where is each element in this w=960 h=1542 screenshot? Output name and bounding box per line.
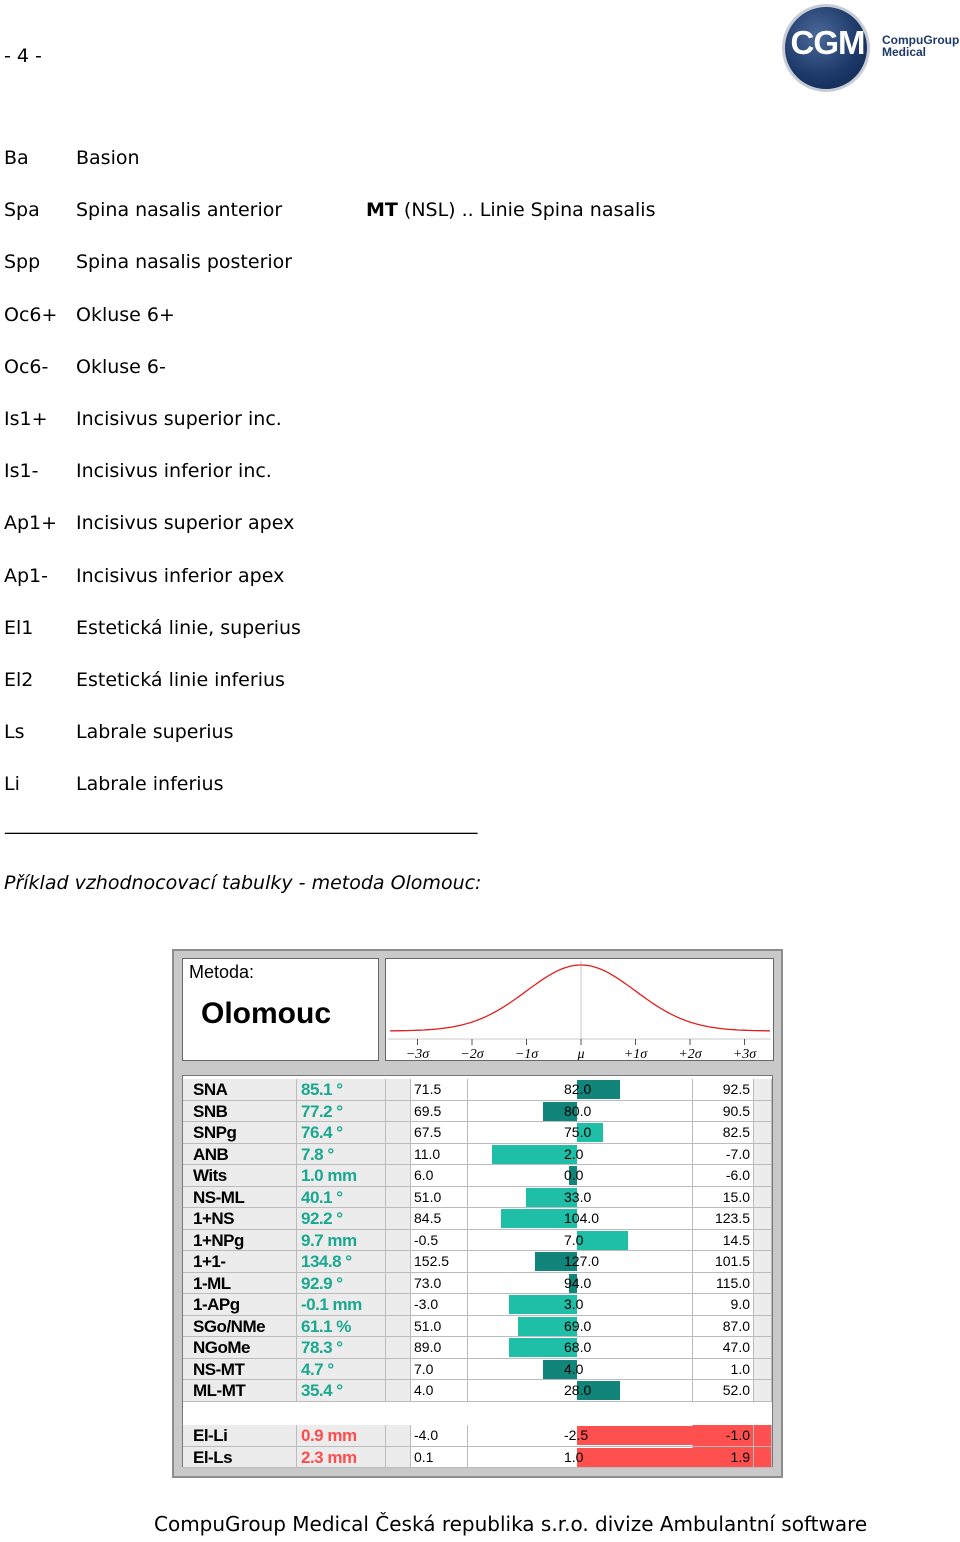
measurement-value: 85.1 ° — [297, 1079, 386, 1101]
mean-value: 80.0 — [564, 1102, 592, 1119]
deviation-cell — [468, 1337, 693, 1359]
legend-abbr: Spp — [4, 251, 41, 274]
deviation-cell — [468, 1165, 693, 1187]
row-spacer — [386, 1122, 411, 1144]
legend-desc: Estetická linie, superius — [76, 616, 301, 639]
deviation-cell — [468, 1144, 693, 1166]
measurement-row — [183, 1165, 772, 1187]
measurement-row — [183, 1294, 772, 1316]
row-end — [754, 1187, 772, 1209]
example-title: Příklad vzhodnocovací tabulky - metoda Olomouc: — [4, 872, 482, 894]
range-low: 51.0 — [411, 1187, 468, 1209]
legend-abbr: El2 — [4, 669, 34, 691]
range-high: 82.5 — [693, 1122, 754, 1144]
legend-abbr: Ap1+ — [4, 512, 58, 535]
range-high: 15.0 — [693, 1187, 754, 1209]
row-spacer — [386, 1447, 411, 1469]
mt-description: (NSL) .. Linie Spina nasalis — [397, 199, 656, 221]
range-high: -6.0 — [693, 1165, 754, 1187]
mean-value: 127.0 — [564, 1253, 600, 1269]
row-end — [754, 1165, 772, 1187]
legend-desc: Spina nasalis anterior — [76, 199, 283, 222]
mean-value: 104.0 — [564, 1210, 600, 1226]
row-end — [754, 1079, 772, 1101]
range-low: 4.0 — [411, 1380, 468, 1402]
legend-desc: Incisivus inferior inc. — [76, 460, 272, 483]
range-low: 73.0 — [411, 1273, 468, 1295]
row-spacer — [386, 1101, 411, 1123]
range-high: 1.9 — [693, 1447, 754, 1469]
measurement-name: SGo/NMe — [183, 1316, 297, 1338]
mean-value: 69.0 — [564, 1317, 592, 1334]
deviation-cell — [468, 1359, 693, 1381]
row-end — [754, 1359, 772, 1381]
measurement-value: 134.8 ° — [297, 1251, 386, 1273]
measurement-name: SNPg — [183, 1122, 297, 1144]
measurement-grid — [182, 1075, 773, 1467]
range-low: 51.0 — [411, 1316, 468, 1338]
range-low: 6.0 — [411, 1165, 468, 1187]
measurement-row — [183, 1337, 772, 1359]
measurement-row — [183, 1230, 772, 1252]
measurement-value: 78.3 ° — [297, 1337, 386, 1359]
range-low: -4.0 — [411, 1425, 468, 1447]
legend-abbr: Ba — [4, 147, 29, 169]
deviation-cell — [468, 1251, 693, 1273]
deviation-cell — [468, 1447, 693, 1469]
legend-abbr: Oc6- — [4, 355, 49, 378]
measurement-name: SNA — [183, 1079, 297, 1101]
deviation-cell — [468, 1101, 693, 1123]
range-low: 0.1 — [411, 1447, 468, 1469]
measurement-value: 2.3 mm — [297, 1447, 386, 1469]
row-end — [754, 1294, 772, 1316]
measurement-name: SNB — [183, 1101, 297, 1123]
sigma-label: −2σ — [460, 1047, 484, 1060]
mean-value: -2.5 — [564, 1427, 589, 1443]
row-spacer — [386, 1165, 411, 1187]
measurement-row — [183, 1425, 772, 1447]
measurement-row — [183, 1187, 772, 1209]
mean-value: 94.0 — [564, 1274, 592, 1291]
row-spacer — [386, 1144, 411, 1166]
range-high: 1.0 — [693, 1359, 754, 1381]
legend-desc: Estetická linie inferius — [76, 669, 285, 691]
range-high: 115.0 — [693, 1273, 754, 1295]
measurement-value: 7.8 ° — [297, 1144, 386, 1166]
legend-abbr: El1 — [4, 616, 34, 639]
mean-value: 3.0 — [564, 1296, 584, 1312]
legend-desc: Incisivus superior apex — [76, 512, 295, 535]
row-end — [754, 1447, 772, 1469]
measurement-value: 4.7 ° — [297, 1359, 386, 1381]
range-high: -1.0 — [693, 1425, 754, 1447]
mean-value: 68.0 — [564, 1339, 592, 1355]
deviation-bar — [577, 1231, 628, 1250]
method-box — [182, 958, 379, 1061]
measurement-row — [183, 1208, 772, 1230]
deviation-cell — [468, 1273, 693, 1295]
mean-value: 75.0 — [564, 1124, 592, 1140]
measurement-value: 92.9 ° — [297, 1273, 386, 1295]
row-end — [754, 1122, 772, 1144]
method-label: Metoda: — [189, 962, 255, 982]
range-high: 90.5 — [693, 1101, 754, 1123]
range-high: 87.0 — [693, 1316, 754, 1338]
curve-line — [390, 965, 770, 1031]
row-end — [754, 1273, 772, 1295]
measurement-name: NGoMe — [183, 1337, 297, 1359]
mean-value: 28.0 — [564, 1382, 592, 1398]
deviation-cell — [468, 1122, 693, 1144]
sigma-label: +1σ — [623, 1047, 648, 1060]
measurement-name: ML-MT — [183, 1380, 297, 1402]
measurement-name: 1-ML — [183, 1273, 297, 1295]
measurement-name: 1+NPg — [183, 1230, 297, 1252]
legend-desc: Okluse 6- — [76, 355, 166, 378]
measurement-name: 1+1- — [183, 1251, 297, 1273]
row-spacer — [386, 1380, 411, 1402]
measurement-name: NS-ML — [183, 1187, 297, 1209]
deviation-cell — [468, 1079, 693, 1101]
measurement-value: 92.2 ° — [297, 1208, 386, 1230]
legend-abbr: Li — [4, 773, 20, 796]
deviation-bar — [577, 1448, 693, 1467]
evaluation-table-panel — [172, 949, 783, 1478]
measurement-row — [183, 1359, 772, 1381]
range-low: 152.5 — [411, 1251, 468, 1273]
measurement-name: Wits — [183, 1165, 297, 1187]
measurement-row — [183, 1251, 772, 1273]
mean-value: 82.0 — [564, 1081, 592, 1097]
measurement-row — [183, 1273, 772, 1295]
legend-desc: Labrale inferius — [76, 773, 224, 796]
range-low: 71.5 — [411, 1079, 468, 1101]
measurement-value: 40.1 ° — [297, 1187, 386, 1209]
mean-value: 7.0 — [564, 1231, 584, 1248]
row-end — [754, 1337, 772, 1359]
row-end — [754, 1208, 772, 1230]
deviation-cell — [468, 1425, 693, 1447]
range-low: 11.0 — [411, 1144, 468, 1166]
measurement-name: 1+NS — [183, 1208, 297, 1230]
normal-curve-box — [385, 958, 774, 1061]
range-low: 7.0 — [411, 1359, 468, 1381]
legend-abbr: Is1+ — [4, 408, 48, 430]
range-high: 14.5 — [693, 1230, 754, 1252]
measurement-value: 1.0 mm — [297, 1165, 386, 1187]
logo-mark: CGM — [790, 24, 865, 61]
measurement-value: 0.9 mm — [297, 1425, 386, 1447]
legend-desc: Incisivus inferior apex — [76, 564, 285, 587]
mean-value: 0.0 — [564, 1167, 584, 1183]
range-low: 69.5 — [411, 1101, 468, 1123]
mean-value: 33.0 — [564, 1188, 592, 1205]
measurement-value: 9.7 mm — [297, 1230, 386, 1252]
deviation-cell — [468, 1230, 693, 1252]
measurement-value: 61.1 % — [297, 1316, 386, 1338]
range-high: 123.5 — [693, 1208, 754, 1230]
sigma-label: μ — [577, 1047, 585, 1060]
row-spacer — [386, 1425, 411, 1447]
legend-desc: Labrale superius — [76, 721, 234, 744]
range-high: 52.0 — [693, 1380, 754, 1402]
legend-abbr: Is1- — [4, 460, 39, 483]
measurement-value: 35.4 ° — [297, 1380, 386, 1402]
row-end — [754, 1144, 772, 1166]
deviation-cell — [468, 1316, 693, 1338]
measurement-row — [183, 1380, 772, 1402]
row-end — [754, 1380, 772, 1402]
measurement-row — [183, 1316, 772, 1338]
row-spacer — [386, 1251, 411, 1273]
logo-name-line1: CompuGroup — [882, 33, 960, 47]
measurement-row — [183, 1079, 772, 1101]
measurement-value: -0.1 mm — [297, 1294, 386, 1316]
legend-abbr: Oc6+ — [4, 303, 58, 326]
legend-desc: Okluse 6+ — [76, 303, 175, 326]
deviation-cell — [468, 1294, 693, 1316]
row-end — [754, 1230, 772, 1252]
range-high: 101.5 — [693, 1251, 754, 1273]
row-spacer — [386, 1187, 411, 1209]
method-name: Olomouc — [201, 997, 332, 1030]
cgm-logo — [778, 2, 960, 98]
deviation-bar — [577, 1426, 693, 1445]
range-low: 89.0 — [411, 1337, 468, 1359]
range-high: 92.5 — [693, 1079, 754, 1101]
row-spacer — [386, 1208, 411, 1230]
footer-text: CompuGroup Medical Česká republika s.r.o. divize Ambulantní software — [154, 1512, 868, 1536]
measurement-row — [183, 1122, 772, 1144]
legend-desc: Incisivus superior inc. — [76, 408, 282, 430]
mt-abbr: MT — [366, 199, 398, 221]
range-high: 47.0 — [693, 1337, 754, 1359]
range-low: -0.5 — [411, 1230, 468, 1252]
deviation-cell — [468, 1187, 693, 1209]
measurement-name: El-Ls — [183, 1447, 297, 1469]
measurement-name: 1-APg — [183, 1294, 297, 1316]
row-end — [754, 1425, 772, 1447]
measurement-row — [183, 1447, 772, 1469]
sigma-label: +2σ — [678, 1047, 702, 1060]
row-spacer — [386, 1230, 411, 1252]
deviation-cell — [468, 1380, 693, 1402]
sigma-label: −1σ — [514, 1047, 539, 1060]
measurement-name: El-Li — [183, 1425, 297, 1447]
range-high: -7.0 — [693, 1144, 754, 1166]
mean-value: 1.0 — [564, 1448, 584, 1465]
mean-value: 4.0 — [564, 1360, 584, 1377]
range-high: 9.0 — [693, 1294, 754, 1316]
measurement-value: 77.2 ° — [297, 1101, 386, 1123]
measurement-name: NS-MT — [183, 1359, 297, 1381]
measurement-value: 76.4 ° — [297, 1122, 386, 1144]
row-spacer — [386, 1294, 411, 1316]
mt-definition — [366, 195, 655, 225]
logo-name-line2: Medical — [882, 45, 927, 59]
page-number: - 4 - — [4, 45, 42, 67]
row-end — [754, 1316, 772, 1338]
measurement-name: ANB — [183, 1144, 297, 1166]
legend-abbr: Ap1- — [4, 564, 49, 587]
normal-distribution-curve — [386, 959, 773, 1060]
measurement-row — [183, 1144, 772, 1166]
legend-abbr: Spa — [4, 199, 40, 222]
row-spacer — [386, 1316, 411, 1338]
measurement-row — [183, 1101, 772, 1123]
deviation-cell — [468, 1208, 693, 1230]
sigma-label: −3σ — [405, 1047, 430, 1060]
range-low: -3.0 — [411, 1294, 468, 1316]
row-spacer — [386, 1337, 411, 1359]
row-spacer — [386, 1079, 411, 1101]
legend-desc: Basion — [76, 147, 140, 169]
row-spacer — [386, 1359, 411, 1381]
separator-line: -------------------------------------------------------------------------------------------------------------------------- — [4, 823, 477, 842]
row-spacer — [386, 1273, 411, 1295]
range-low: 84.5 — [411, 1208, 468, 1230]
legend-desc: Spina nasalis posterior — [76, 251, 293, 274]
range-low: 67.5 — [411, 1122, 468, 1144]
row-end — [754, 1101, 772, 1123]
legend-abbr: Ls — [4, 721, 25, 744]
sigma-label: +3σ — [732, 1047, 757, 1060]
mean-value: 2.0 — [564, 1145, 584, 1162]
row-end — [754, 1251, 772, 1273]
